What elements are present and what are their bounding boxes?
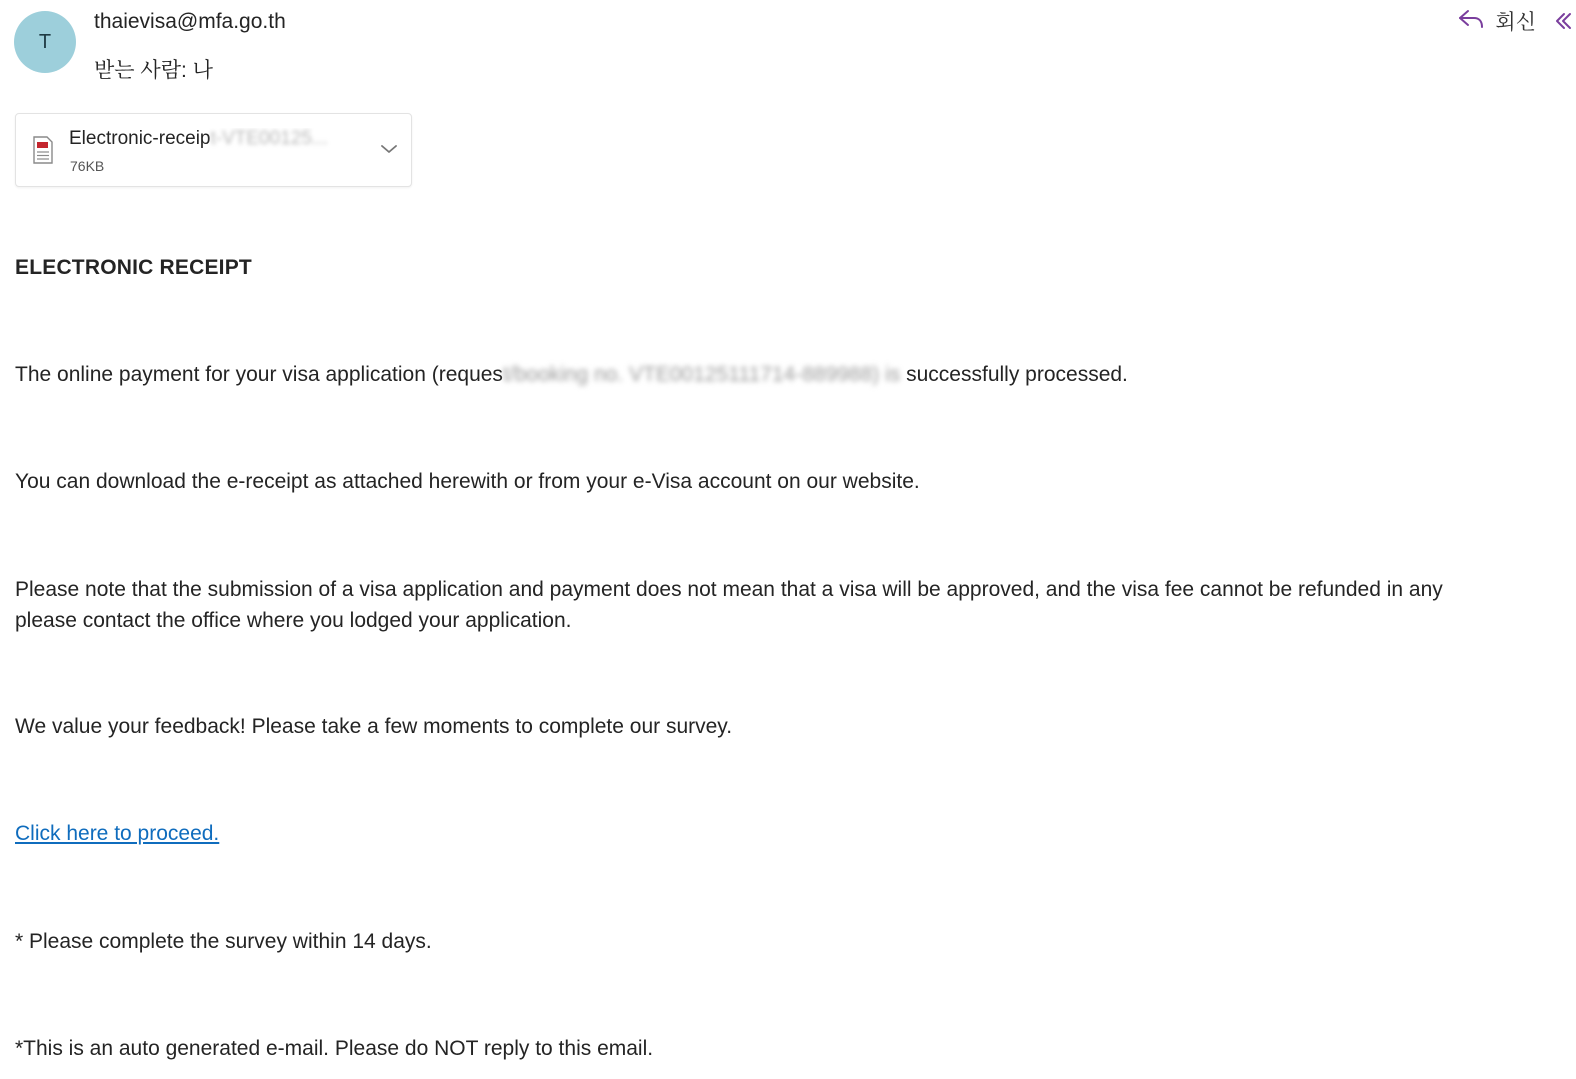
reply-arrow-icon (1457, 7, 1485, 36)
recipient-line: 받는 사람: 나 (94, 59, 213, 82)
survey-link[interactable]: Click here to proceed. (15, 822, 220, 845)
feedback-paragraph: We value your feedback! Please take a few moments to complete our survey. (15, 715, 733, 738)
pdf-file-icon (32, 136, 54, 169)
avatar-initial: T (38, 30, 52, 53)
attachment-name (69, 128, 359, 150)
notice-paragraph-line2: please contact the office where you lodged your application. (15, 609, 572, 632)
sender-avatar[interactable] (14, 11, 76, 73)
attachment-name-visible: Electronic-receip (69, 128, 211, 149)
attachment-name-redacted: t-VTE00125... (210, 128, 328, 149)
reply-all-button[interactable] (1552, 8, 1576, 36)
reply-button[interactable] (1457, 6, 1536, 36)
auto-generated-note: *This is an auto generated e-mail. Please do NOT reply to this email. (15, 1037, 654, 1060)
notice-paragraph-line1: Please note that the submission of a visa application and payment does not mean that a visa will be approved, and the visa fee cannot be refunded in any (15, 578, 1443, 601)
payment-paragraph (15, 359, 1128, 390)
payment-text-start: The online payment for your visa application (reques (15, 363, 503, 386)
attachment-size: 76KB (70, 158, 105, 174)
reply-label: 회신 (1495, 11, 1536, 34)
chevron-down-icon[interactable] (379, 142, 399, 161)
booking-number-redacted: t/booking no. VTE00125111714-889988) is (502, 363, 901, 386)
survey-deadline-note: * Please complete the survey within 14 days. (15, 930, 432, 953)
sender-email[interactable]: thaievisa@mfa.go.th (94, 10, 286, 33)
payment-text-end: successfully processed. (900, 363, 1128, 386)
reply-all-icon (1552, 23, 1576, 36)
download-paragraph: You can download the e-receipt as attached herewith or from your e-Visa account on our website. (15, 470, 920, 493)
email-heading: ELECTRONIC RECEIPT (15, 256, 252, 279)
attachment-card[interactable] (15, 113, 412, 187)
